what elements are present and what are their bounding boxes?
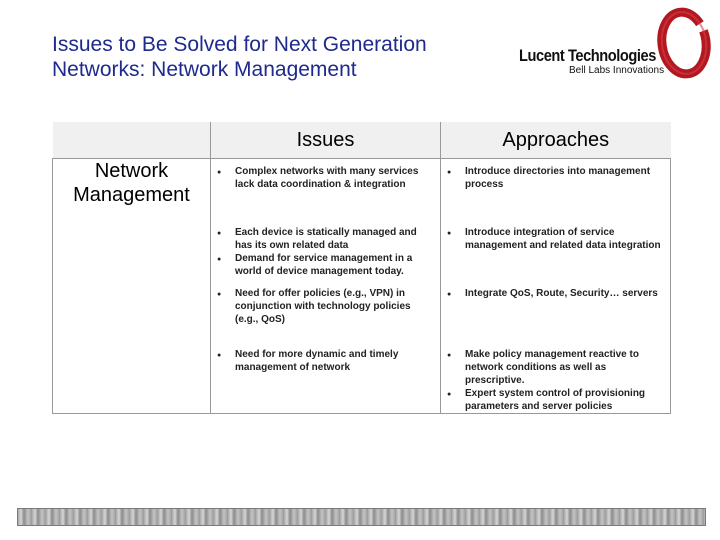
- logo-company-name: Lucent Technologies: [519, 46, 656, 65]
- slide-title-line-2: Networks: Network Management: [52, 58, 357, 81]
- list-item: ● Demand for service management in a world of device management today.: [217, 252, 436, 278]
- issues-column-header: Issues: [211, 122, 441, 159]
- list-item: ● Need for offer policies (e.g., VPN) in conjunction with technology policies (e.g., QoS): [217, 287, 436, 326]
- logo-tagline: Bell Labs Innovations: [569, 65, 665, 76]
- list-item: ● Complex networks with many services lack data coordination & integration: [217, 165, 436, 204]
- innovation-ring-icon: [653, 4, 715, 82]
- lucent-logo: [515, 4, 715, 82]
- row-header-line-1: Network: [94, 160, 169, 182]
- row-header-line-2: Management: [73, 184, 190, 206]
- list-item: ● Expert system control of provisioning parameters and server policies: [447, 387, 666, 413]
- list-item: ● Integrate QoS, Route, Security… servers: [447, 287, 666, 313]
- approaches-cell: [441, 159, 671, 414]
- list-item: ● Need for more dynamic and timely management of network: [217, 348, 436, 374]
- approaches-list: [447, 165, 666, 413]
- slide-title-line-1: Issues to Be Solved for Next Generation: [52, 33, 427, 56]
- list-item: ● Make policy management reactive to network conditions as well as prescriptive.: [447, 348, 666, 387]
- issues-list: [217, 165, 436, 374]
- table-row: [53, 159, 671, 414]
- network-management-row-header: [53, 159, 211, 414]
- table-corner-cell: [53, 122, 211, 159]
- slide-title: [52, 32, 522, 82]
- list-item: ● Introduce integration of service management and related data integration: [447, 226, 666, 265]
- issues-cell: [211, 159, 441, 414]
- list-item: ● Each device is statically managed and has its own related data: [217, 226, 436, 252]
- logo-text: [519, 46, 665, 76]
- issues-approaches-table: [52, 122, 671, 414]
- table-header-row: [53, 122, 671, 159]
- footer-decorative-band: [17, 508, 706, 526]
- list-item: ● Introduce directories into management process: [447, 165, 666, 191]
- approaches-column-header: Approaches: [441, 122, 671, 159]
